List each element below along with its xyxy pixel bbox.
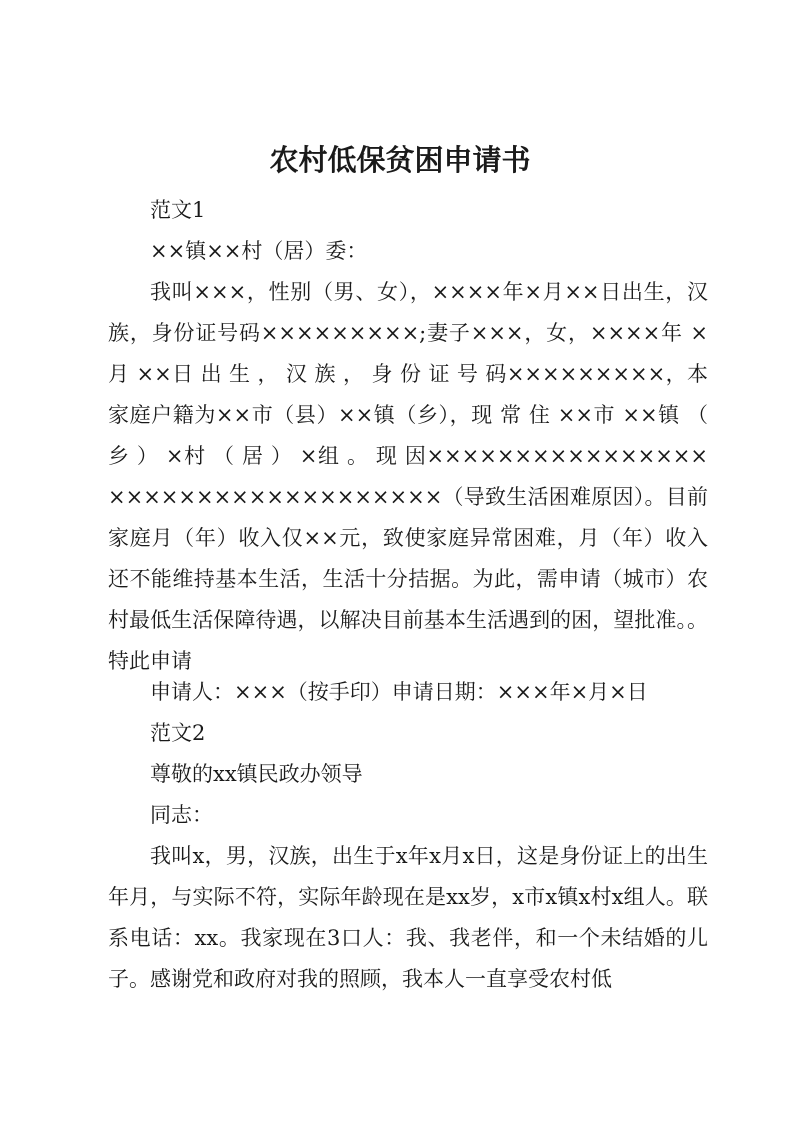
document-title: 农村低保贫困申请书 — [269, 143, 531, 177]
body-paragraph-2: 我叫x，男，汉族，出生于x年x月x日，这是身份证上的出生年月，与实际不符，实际年龄现在是xx岁，x市x镇x村x组人。联系电话：xx。我家现在3口人：我、我老伴，和一个未结婚的儿子。感谢党和政府对我的照顾，我本人一直享受农村低 — [108, 844, 708, 991]
salutation-2-continued: 同志： — [150, 803, 213, 827]
salutation-1: ××镇××村（居）委： — [150, 239, 368, 263]
body-paragraph-1: 我叫×××，性别（男、女），××××年×月××日出生，汉族，身份证号码×××××××××;妻子×××，女，××××年 ×月 ××日 出 生 ， 汉 族 ， 身 份 证 号 码×××××××××，本家庭户籍为××市（县）××镇（乡），现 常 住 ××市 ××镇 （ 乡 ） ×村 （ 居 ） ×组 。 现 因×××××××××××××××××××××××××××××××××××（导致生活困难原因）。目前家庭月（年）收入仅××元，致使家庭异常困难，月（年）收入还不能维持基本生活，生活十分拮据。为此，需申请（城市）农村最低生活保障待遇，以解决目前基本生活遇到的困，望批准。。特此申请 — [108, 280, 708, 673]
salutation-2: 尊敬的xx镇民政办领导 — [150, 762, 363, 786]
sample-heading-2: 范文2 — [150, 721, 206, 745]
sample-heading-1: 范文1 — [150, 198, 206, 222]
signature-line: 申请人：×××（按手印）申请日期：×××年×月×日 — [150, 680, 648, 704]
